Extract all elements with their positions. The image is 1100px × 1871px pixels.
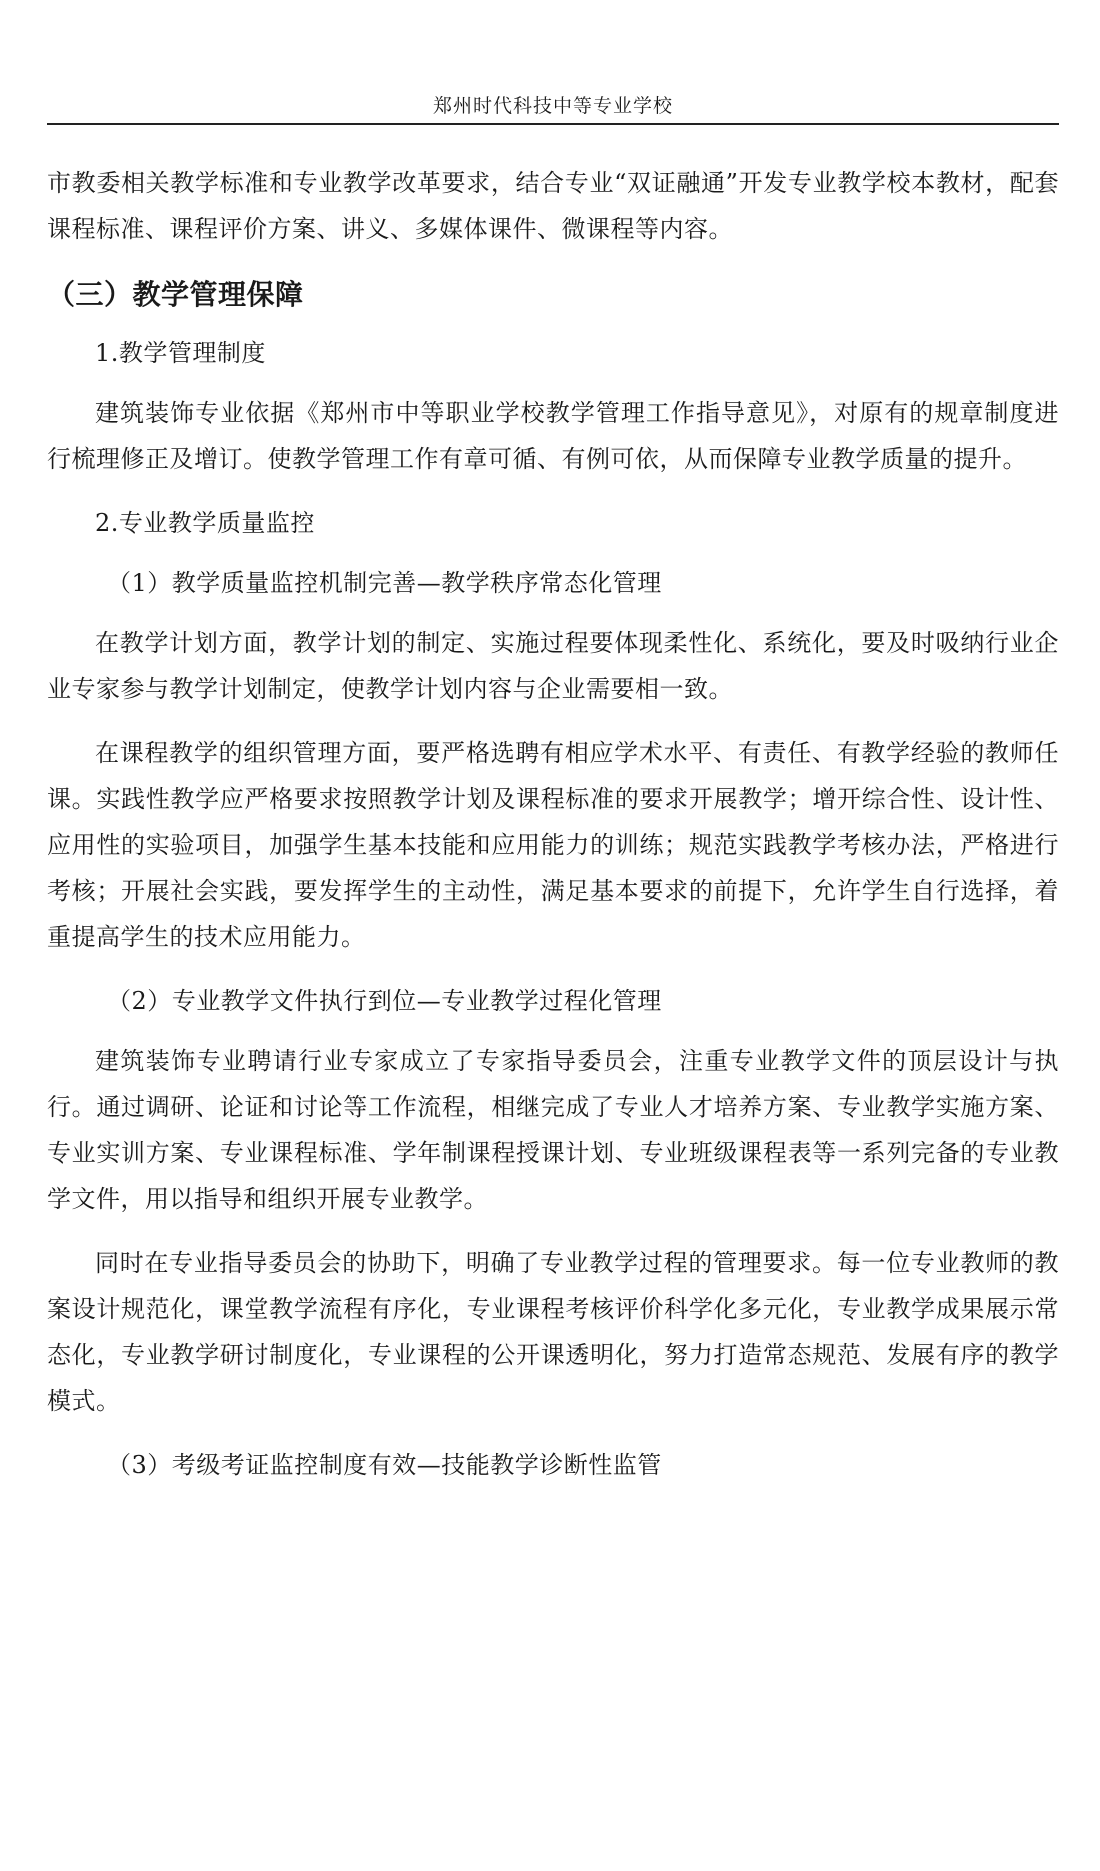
item-heading: （1）教学质量监控机制完善—教学秩序常态化管理: [107, 569, 662, 597]
paragraph: 建筑装饰专业依据《郑州市中等职业学校教学管理工作指导意见》，对原有的规章制度进行梳理修正及增订。使教学管理工作有章可循、有例可依，从而保障专业教学质量的提升。: [47, 399, 1059, 473]
subsection-heading: 1.教学管理制度: [95, 339, 266, 367]
paragraph: 建筑装饰专业聘请行业专家成立了专家指导委员会，注重专业教学文件的顶层设计与执行。通过调研、论证和讨论等工作流程，相继完成了专业人才培养方案、专业教学实施方案、专业实训方案、专业课程标准、学年制课程授课计划、专业班级课程表等一系列完备的专业教学文件，用以指导和组织开展专业教学。: [47, 1047, 1059, 1213]
subsection-heading: 2.专业教学质量监控: [95, 509, 315, 537]
paragraph: 同时在专业指导委员会的协助下，明确了专业教学过程的管理要求。每一位专业教师的教案设计规范化，课堂教学流程有序化，专业课程考核评价科学化多元化，专业教学成果展示常态化，专业教学研讨制度化，专业课程的公开课透明化，努力打造常态规范、发展有序的教学模式。: [47, 1249, 1059, 1415]
document-body: [47, 160, 1059, 1502]
item-heading: （2）专业教学文件执行到位—专业教学过程化管理: [107, 987, 662, 1015]
section-heading: （三）教学管理保障: [47, 278, 304, 311]
running-header: 郑州时代科技中等专业学校: [432, 95, 673, 117]
paragraph: 在课程教学的组织管理方面，要严格选聘有相应学术水平、有责任、有教学经验的教师任课。实践性教学应严格要求按照教学计划及课程标准的要求开展教学；增开综合性、设计性、应用性的实验项目，加强学生基本技能和应用能力的训练；规范实践教学考核办法，严格进行考核；开展社会实践，要发挥学生的主动性，满足基本要求的前提下，允许学生自行选择，着重提高学生的技术应用能力。: [47, 739, 1059, 951]
header-rule: [47, 123, 1059, 125]
paragraph: 在教学计划方面，教学计划的制定、实施过程要体现柔性化、系统化，要及时吸纳行业企业专家参与教学计划制定，使教学计划内容与企业需要相一致。: [47, 629, 1059, 703]
item-heading: （3）考级考证监控制度有效—技能教学诊断性监管: [107, 1451, 662, 1479]
paragraph-intro: 市教委相关教学标准和专业教学改革要求，结合专业“双证融通”开发专业教学校本教材，配套课程标准、课程评价方案、讲义、多媒体课件、微课程等内容。: [47, 169, 1059, 243]
